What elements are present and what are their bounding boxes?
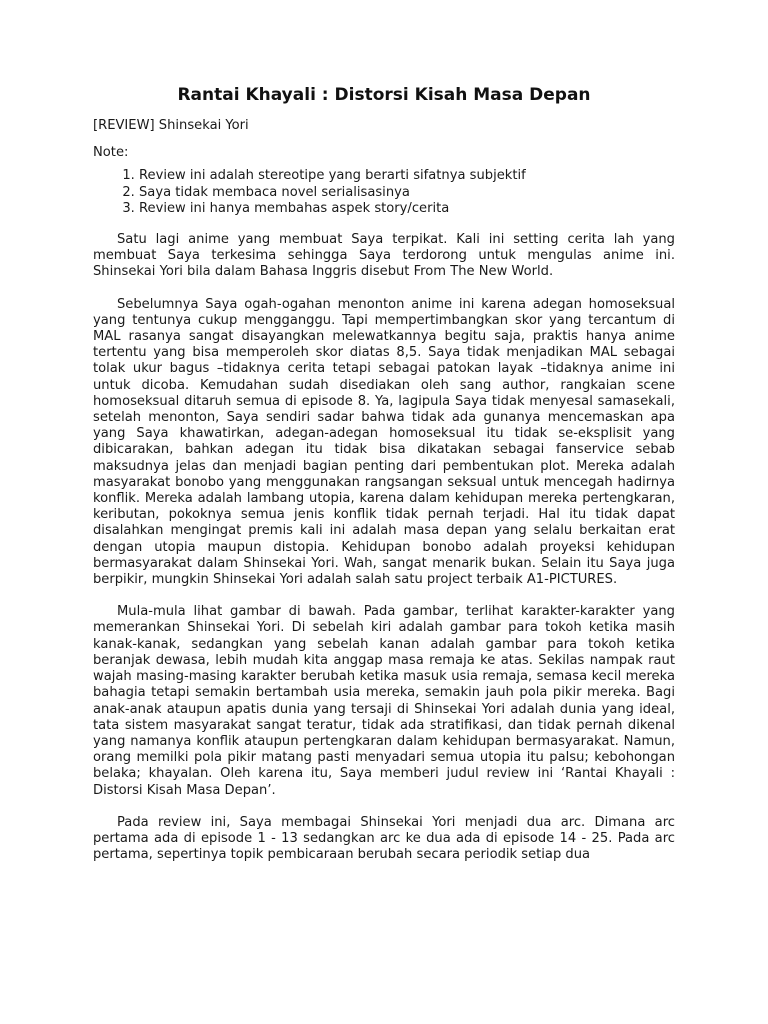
note-label: Note: bbox=[93, 145, 129, 161]
notes-list bbox=[93, 168, 675, 217]
paragraph-arcs: Pada review ini, Saya membagai Shinsekai Yori menjadi dua arc. Dimana arc pertama ada di episode 1 - 13 sedangkan arc ke dua ada di episode 14 - 25. Pada arc pertama, sepertinya topik pembicaraan berubah secara periodik setiap dua bbox=[93, 814, 675, 863]
document-subtitle: [REVIEW] Shinsekai Yori bbox=[93, 118, 249, 133]
paragraph-characters: Mula-mula lihat gambar di bawah. Pada gambar, terlihat karakter-karakter yang memerankan Shinsekai Yori. Di sebelah kiri adalah gambar para tokoh ketika masih kanak-kanak, sedangkan yang sebelah kanan adalah gambar para tokoh ketika beranjak dewasa, lebih mudah kita anggap masa remaja ke atas. Sekilas nampak raut wajah masing-masing karakter berubah ketika masuk usia remaja, semasa kecil mereka bahagia tetapi semakin bertambah usia mereka, semakin jauh pola pikir mereka. Bagi anak-anak ataupun apatis dunia yang tersaji di Shinsekai Yori adalah dunia yang ideal, tata sistem masyarakat sangat teratur, tidak ada stratifikasi, dan tidak pernah dikenal yang namanya konflik ataupun pertengkaran dalam kehidupan bermasyarakat. Namun, orang memilki pola pikir matang pasti menyadari semua utopia itu palsu; kebohongan belaka; khayalan. Oleh karena itu, Saya memberi judul review ini ‘Rantai Khayali : Distorsi Kisah Masa Depan’. bbox=[93, 604, 675, 798]
paragraph-background: Sebelumnya Saya ogah-ogahan menonton anime ini karena adegan homoseksual yang tentunya cukup mengganggu. Tapi mempertimbangkan skor yang tercantum di MAL rasanya sangat disayangkan melewatkannya begitu saja, praktis hanya anime tertentu yang bisa memperoleh skor diatas 8,5. Saya tidak menjadikan MAL sebagai tolak ukur bagus –tidaknya cerita tetapi sebagai patokan layak –tidaknya anime ini untuk dicoba. Kemudahan sudah disediakan oleh sang author, rangkaian scene homoseksual ditaruh semua di episode 8. Ya, lagipula Saya tidak menyesal samasekali, setelah menonton, Saya sendiri sadar bahwa tidak ada gunanya mencemaskan apa yang Saya khawatirkan, adegan-adegan homoseksual itu tidak se-eksplisit yang dibicarakan, bahkan adegan itu tidak bisa dikatakan sebagai fanservice sebab maksudnya jelas dan menjadi bagian penting dari pembentukan plot. Mereka adalah masyarakat bonobo yang menggunakan rangsangan seksual untuk mencegah hadirnya konflik. Mereka adalah lambang utopia, karena dalam kehidupan mereka pertengkaran, keributan, pokoknya semua jenis konflik tidak pernah terjadi. Hal itu tidak dapat disalahkan mengingat premis kali ini adalah masa depan yang selalu berkaitan erat dengan utopia maupun distopia. Kehidupan bonobo adalah proyeksi kehidupan bermasyarakat dalam Shinsekai Yori. Wah, sangat menarik bukan. Selain itu Saya juga berpikir, mungkin Shinsekai Yori adalah salah satu project terbaik A1-PICTURES. bbox=[93, 296, 675, 588]
list-item: 3. Review ini hanya membahas aspek story/cerita bbox=[139, 201, 675, 217]
paragraph-intro: Satu lagi anime yang membuat Saya terpikat. Kali ini setting cerita lah yang membuat Saya terkesima sehingga Saya terdorong untuk mengulas anime ini. Shinsekai Yori bila dalam Bahasa Inggris disebut From The New World. bbox=[93, 232, 675, 280]
list-item: 2. Saya tidak membaca novel serialisasinya bbox=[139, 185, 675, 201]
document-title: Rantai Khayali : Distorsi Kisah Masa Depan bbox=[177, 85, 591, 105]
list-item: 1. Review ini adalah stereotipe yang berarti sifatnya subjektif bbox=[139, 168, 675, 184]
document-page bbox=[93, 83, 675, 879]
